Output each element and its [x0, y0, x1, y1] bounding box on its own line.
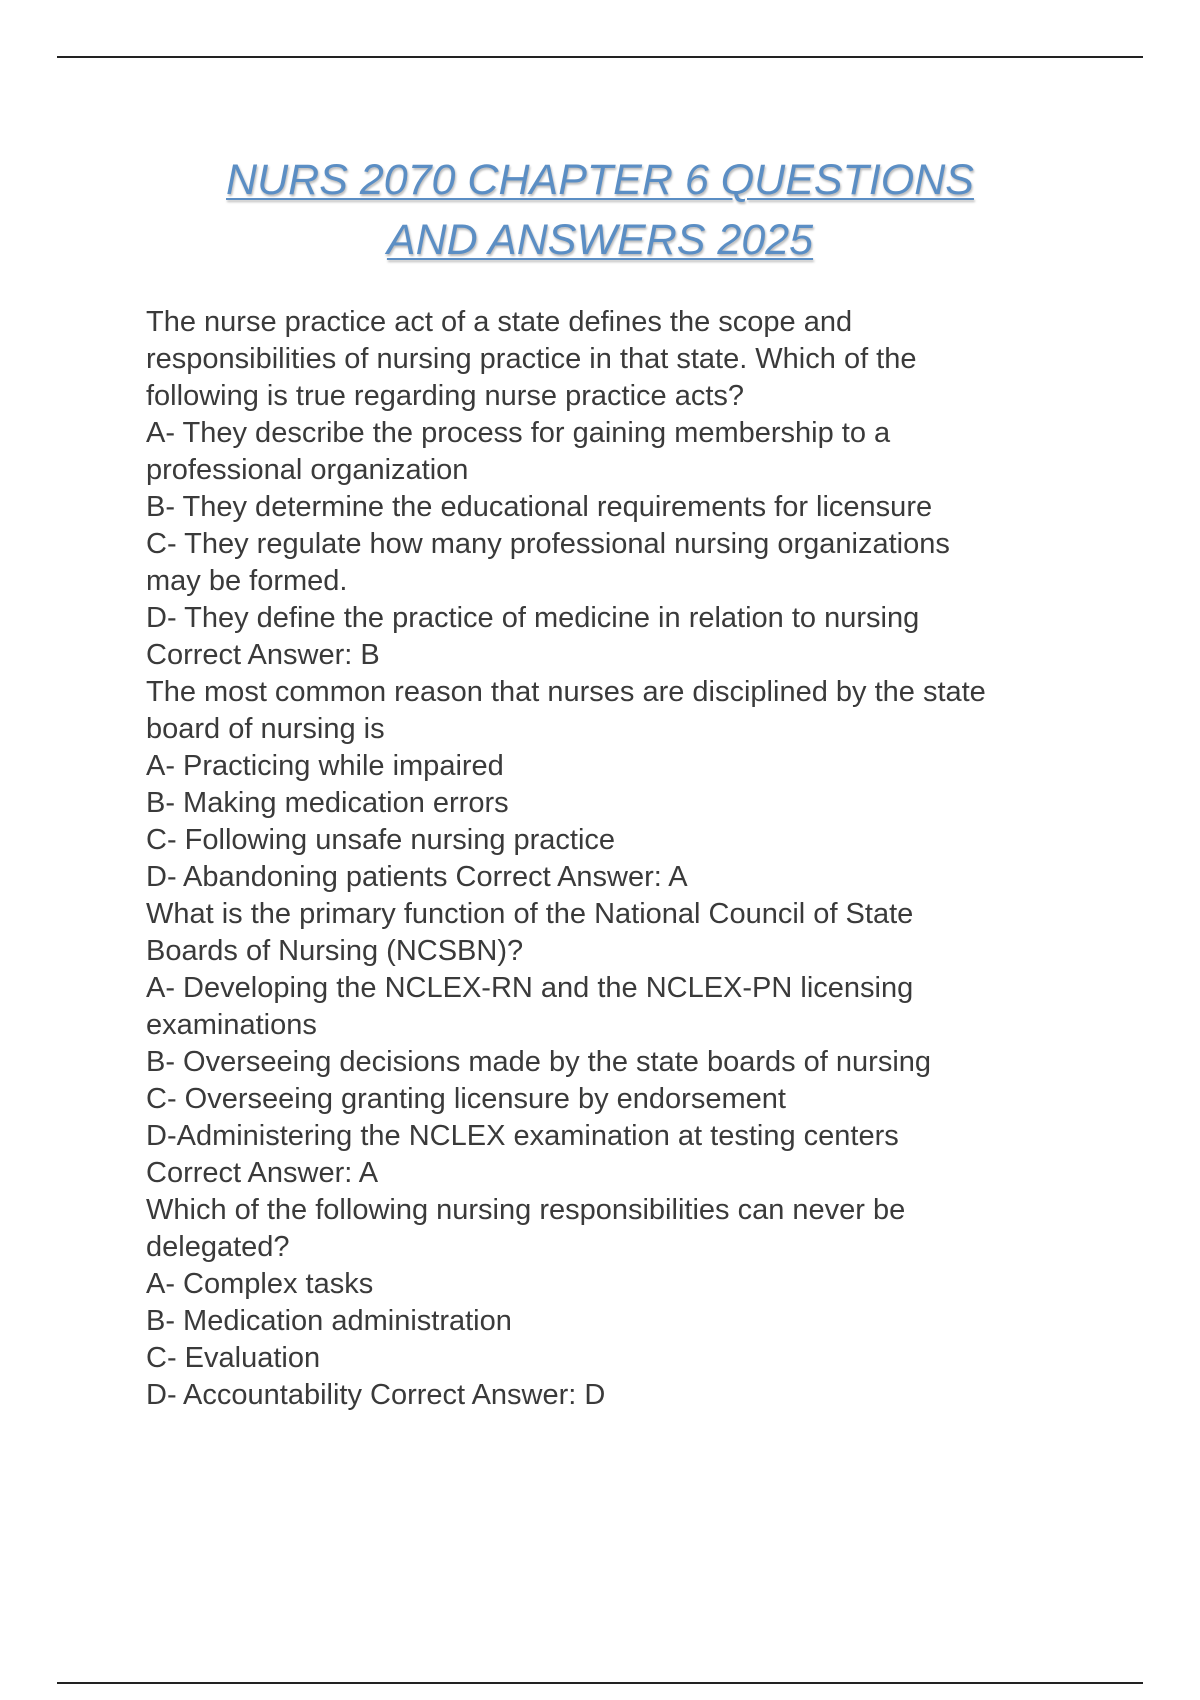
top-rule: [57, 56, 1143, 58]
q2-option-d-answer: D- Abandoning patients Correct Answer: A: [146, 861, 688, 893]
question-body: [146, 304, 1136, 1414]
q1-option-a: A- They describe the process for gaining membership to a: [146, 417, 891, 449]
q4-stem-line-2: delegated?: [146, 1231, 290, 1263]
q3-correct-answer: Correct Answer: A: [146, 1157, 379, 1189]
q4-option-d-answer: D- Accountability Correct Answer: D: [146, 1379, 606, 1411]
q1-option-a-cont: professional organization: [146, 454, 469, 486]
q1-option-d: D- They define the practice of medicine in relation to nursing: [146, 602, 920, 634]
document-title: [0, 150, 1200, 270]
q2-option-c: C- Following unsafe nursing practice: [146, 824, 616, 856]
q2-stem-line-2: board of nursing is: [146, 713, 385, 745]
q4-option-b: B- Medication administration: [146, 1305, 512, 1337]
q4-stem-line-1: Which of the following nursing responsibilities can never be: [146, 1194, 906, 1226]
q2-option-b: B- Making medication errors: [146, 787, 509, 819]
q2-stem-line-1: The most common reason that nurses are disciplined by the state: [146, 676, 986, 708]
q3-option-a: A- Developing the NCLEX-RN and the NCLEX-PN licensing: [146, 972, 914, 1004]
q4-option-a: A- Complex tasks: [146, 1268, 374, 1300]
q3-option-d: D-Administering the NCLEX examination at testing centers: [146, 1120, 899, 1152]
q3-stem-line-1: What is the primary function of the National Council of State: [146, 898, 914, 930]
q3-option-c: C- Overseeing granting licensure by endorsement: [146, 1083, 786, 1115]
bottom-rule: [57, 1682, 1143, 1684]
q4-option-c: C- Evaluation: [146, 1342, 321, 1374]
title-line-1: NURS 2070 CHAPTER 6 QUESTIONS: [226, 156, 974, 204]
q1-stem-line-1: The nurse practice act of a state defines the scope and: [146, 306, 853, 338]
q1-option-b: B- They determine the educational requirements for licensure: [146, 491, 933, 523]
q1-option-c-cont: may be formed.: [146, 565, 348, 597]
q3-option-b: B- Overseeing decisions made by the state boards of nursing: [146, 1046, 932, 1078]
q1-stem-line-2: responsibilities of nursing practice in that state. Which of the: [146, 343, 917, 375]
q1-correct-answer: Correct Answer: B: [146, 639, 380, 671]
title-line-2: AND ANSWERS 2025: [386, 216, 814, 264]
q1-option-c: C- They regulate how many professional nursing organizations: [146, 528, 950, 560]
q1-stem-line-3: following is true regarding nurse practice acts?: [146, 380, 745, 412]
q3-option-a-cont: examinations: [146, 1009, 317, 1041]
q2-option-a: A- Practicing while impaired: [146, 750, 504, 782]
q3-stem-line-2: Boards of Nursing (NCSBN)?: [146, 935, 524, 967]
